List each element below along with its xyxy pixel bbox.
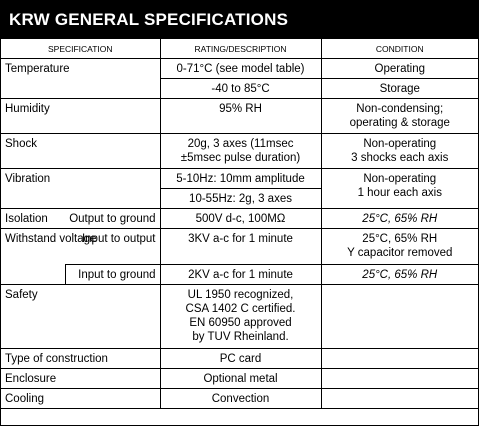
condition-temperature-operating: Operating [321, 59, 478, 79]
rating-withstand-input-ground: 2KV a-c for 1 minute [160, 265, 321, 285]
page-title: KRW GENERAL SPECIFICATIONS [1, 1, 478, 39]
spec-isolation: Isolation [1, 209, 65, 229]
table-row [1, 169, 478, 189]
header-specification: SPECIFICATION [1, 39, 160, 59]
specifications-table [1, 39, 478, 409]
table-row [1, 99, 478, 134]
spec-enclosure: Enclosure [1, 369, 160, 389]
rating-withstand-input-output: 3KV a-c for 1 minute [160, 229, 321, 265]
rating-shock: 20g, 3 axes (11msec ±5msec pulse duration) [160, 134, 321, 169]
rating-vibration-high: 10-55Hz: 2g, 3 axes [160, 189, 321, 209]
spec-shock: Shock [1, 134, 160, 169]
spec-cooling: Cooling [1, 389, 160, 409]
header-row [1, 39, 478, 59]
condition-isolation: 25°C, 65% RH [321, 209, 478, 229]
condition-temperature-storage: Storage [321, 79, 478, 99]
condition-safety [321, 285, 478, 349]
table-row [1, 134, 478, 169]
condition-cooling [321, 389, 478, 409]
table-row [1, 349, 478, 369]
rating-temperature-operating: 0-71°C (see model table) [160, 59, 321, 79]
condition-humidity: Non-condensing; operating & storage [321, 99, 478, 134]
rating-vibration-low: 5-10Hz: 10mm amplitude [160, 169, 321, 189]
table-row [1, 209, 478, 229]
condition-withstand-input-output: 25°C, 65% RH Y capacitor removed [321, 229, 478, 265]
condition-enclosure [321, 369, 478, 389]
spec-construction: Type of construction [1, 349, 160, 369]
condition-vibration: Non-operating 1 hour each axis [321, 169, 478, 209]
rating-temperature-storage: -40 to 85°C [160, 79, 321, 99]
condition-construction [321, 349, 478, 369]
spec-isolation-sub: Output to ground [65, 209, 160, 229]
spec-withstand-input-output: Input to output [65, 229, 160, 265]
condition-withstand-input-ground: 25°C, 65% RH [321, 265, 478, 285]
table-row [1, 369, 478, 389]
rating-cooling: Convection [160, 389, 321, 409]
condition-shock: Non-operating 3 shocks each axis [321, 134, 478, 169]
spec-withstand: Withstand voltage [1, 229, 65, 285]
rating-construction: PC card [160, 349, 321, 369]
rating-enclosure: Optional metal [160, 369, 321, 389]
spec-withstand-input-ground: Input to ground [65, 265, 160, 285]
rating-isolation: 500V d-c, 100MΩ [160, 209, 321, 229]
table-row [1, 389, 478, 409]
rating-safety: UL 1950 recognized, CSA 1402 C certified. EN 60950 approved by TUV Rheinland. [160, 285, 321, 349]
rating-humidity: 95% RH [160, 99, 321, 134]
header-condition: CONDITION [321, 39, 478, 59]
header-rating: RATING/DESCRIPTION [160, 39, 321, 59]
spec-humidity: Humidity [1, 99, 160, 134]
table-row [1, 265, 478, 285]
spec-vibration: Vibration [1, 169, 160, 209]
table-row [1, 229, 478, 265]
spec-temperature: Temperature [1, 59, 160, 99]
table-row [1, 285, 478, 349]
table-row [1, 59, 478, 79]
spec-safety: Safety [1, 285, 160, 349]
